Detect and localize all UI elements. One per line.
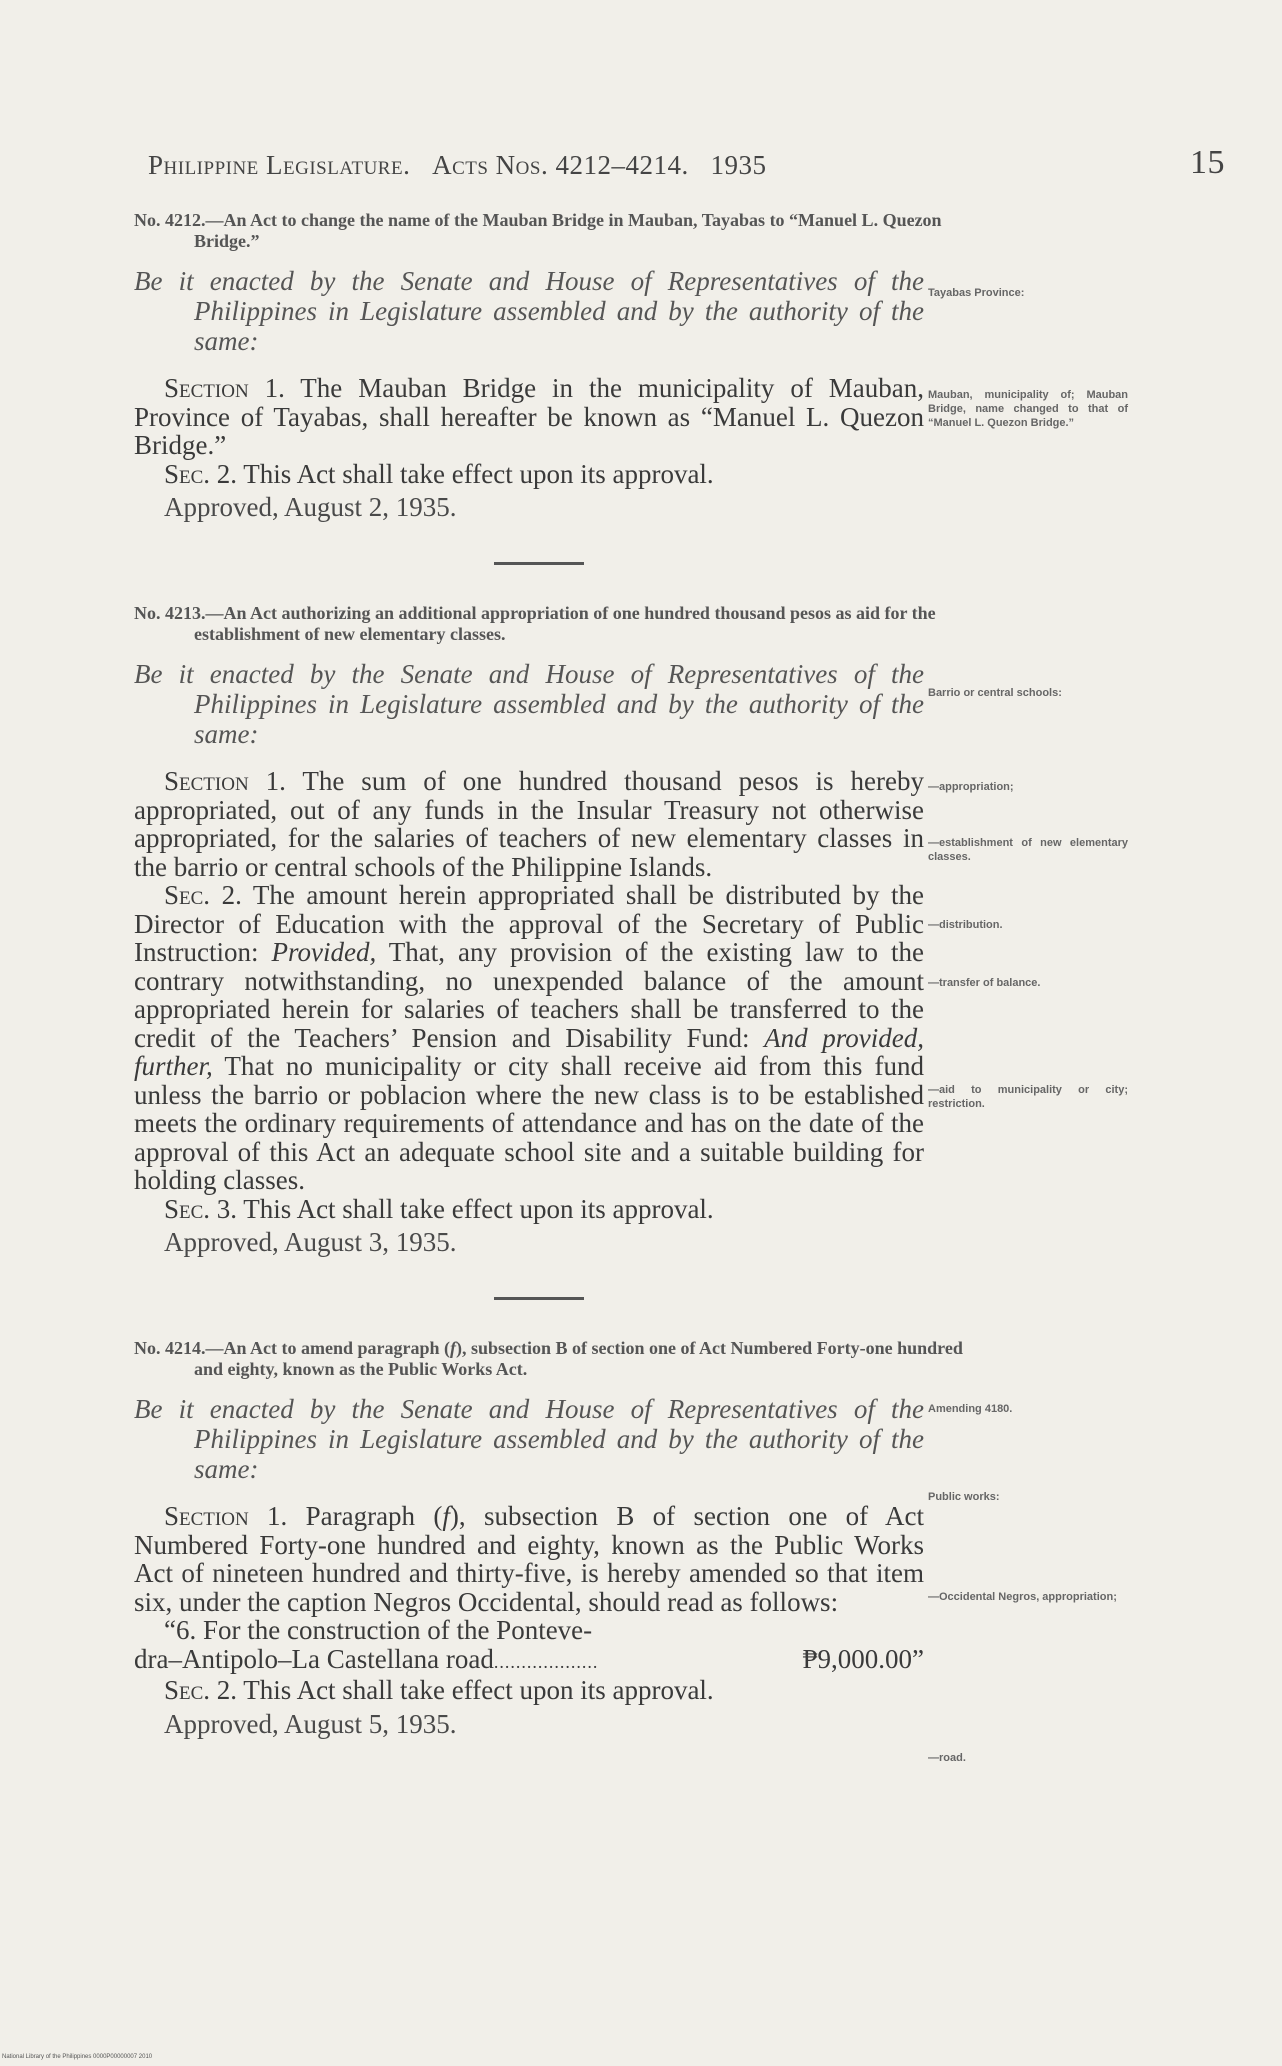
- section-text: That, any provision of the existing law to the contrary notwithstanding, no unexpended balance of the amount appropriated herein for salaries of teachers shall be transferred to the credit of the Teachers’ Pension and Disability Fund:: [134, 937, 924, 1053]
- margin-note-public-works: Public works:: [928, 1491, 1000, 1503]
- enacting-clause: Be it enacted by the Senate and House of Representatives of the Philippines in Legislature assembled and by the authority of the same:: [134, 1394, 924, 1484]
- margin-note-aid: —aid to municipality or city; restriction.: [928, 1084, 1128, 1110]
- section-label: Section 1.: [164, 373, 285, 403]
- margin-note-amending: Amending 4180.: [928, 1403, 1013, 1415]
- provided-term: Provided,: [271, 937, 377, 967]
- margin-note-barrio: Barrio or central schools:: [928, 687, 1062, 699]
- section-text: The Mauban Bridge in the municipality of Mauban, Province of Tayabas, shall hereafter be known as “Manuel L. Quezon Bridge.”: [134, 373, 924, 460]
- section-paragraph: [134, 1195, 924, 1224]
- and-provided-term: And provided, further,: [134, 1022, 925, 1081]
- section-text: ), subsection B of section one of Act Numbered Forty-one hundred and eighty, known as the Public Works Act of nineteen hundred and thirty-five, is hereby amended so that item six, under the caption Negros Occidental, should read as follows:: [134, 1501, 924, 1617]
- scan-footer: National Library of the Philippines 0000P00000007 2010: [2, 2054, 153, 2060]
- amended-item-line: [134, 1645, 924, 1677]
- item-road: dra–Antipolo–La Castellana road: [134, 1643, 494, 1674]
- section-label: Sec. 2.: [164, 880, 242, 910]
- item-amount: ₱9,000.00”: [802, 1643, 924, 1674]
- section-text: This Act shall take effect upon its approval.: [237, 1193, 714, 1224]
- section-label: Section 1.: [164, 766, 286, 796]
- main-text-column: [134, 210, 963, 1739]
- paragraph-f: f: [442, 1501, 450, 1531]
- act-title: No. 4213.—An Act authorizing an additional appropriation of one hundred thousand pesos as aid for the establishment of new elementary classes.: [134, 603, 936, 644]
- act-4213: [134, 603, 936, 1257]
- running-title-legislature: Philippine Legislature.: [148, 150, 411, 180]
- section-paragraph: [134, 881, 924, 1195]
- act-4214: [134, 1338, 963, 1739]
- running-header: [148, 144, 1228, 181]
- approval-date: Approved, August 3, 1935.: [164, 1227, 457, 1257]
- section-label: Sec. 3.: [164, 1193, 238, 1224]
- running-title-acts: Acts Nos. 4212–4214.: [432, 150, 689, 180]
- section-text: This Act shall take effect upon its approval.: [237, 458, 714, 489]
- title-f: f: [450, 1338, 457, 1358]
- section-divider: [494, 562, 584, 565]
- enacting-clause: Be it enacted by the Senate and House of Representatives of the Philippines in Legislature assembled and by the authority of the same:: [134, 266, 924, 356]
- margin-note-road: —road.: [928, 1752, 966, 1764]
- section-divider: [494, 1297, 584, 1300]
- section-text: Paragraph (: [287, 1501, 443, 1531]
- section-text: The amount herein appropriated shall be distributed by the Director of Education with the approval of the Secretary of Public Instruction:: [134, 880, 925, 967]
- approval-date: Approved, August 5, 1935.: [164, 1708, 457, 1739]
- amended-item-line: “6. For the construction of the Ponteve-: [164, 1615, 593, 1645]
- section-paragraph: [134, 767, 924, 881]
- running-title-year: 1935: [710, 150, 767, 180]
- margin-note-distribution: —distribution.: [928, 919, 1003, 931]
- section-paragraph: [134, 1676, 924, 1705]
- margin-note-transfer: —transfer of balance.: [928, 977, 1041, 989]
- title-part: ), subsection B of section one of Act Numbered Forty-one hundred and eighty, known as the Public Works Act.: [194, 1338, 963, 1379]
- act-title: No. 4212.—An Act to change the name of the Mauban Bridge in Mauban, Tayabas to “Manuel L. Quezon Bridge.”: [134, 210, 942, 251]
- section-paragraph: [134, 460, 924, 489]
- margin-note-appropriation: —appropriation;: [928, 781, 1014, 793]
- margin-note-establishment: —establishment of new elementary classes.: [928, 837, 1128, 863]
- item-leader-dots: ...................: [493, 1651, 599, 1672]
- section-label: Sec. 2.: [164, 1675, 238, 1705]
- margin-note-mauban: Mauban, municipality of; Mauban Bridge, name changed to that of “Manuel L. Quezon Bridge.”: [928, 389, 1128, 429]
- act-4212: [134, 210, 942, 522]
- act-title: [134, 1338, 974, 1380]
- enacting-clause: Be it enacted by the Senate and House of Representatives of the Philippines in Legislature assembled and by the authority of the same:: [134, 659, 924, 749]
- section-text: That no municipality or city shall receive aid from this fund unless the barrio or poblacion where the new class is to be established meets the ordinary requirements of attendance and has on the date of the approval of this Act an adequate school site and a suitable building for holding classes.: [134, 1051, 924, 1195]
- page-number: 15: [1190, 144, 1225, 181]
- margin-note-tayabas: Tayabas Province:: [928, 287, 1025, 299]
- section-paragraph: [134, 1502, 924, 1616]
- section-paragraph: [134, 374, 924, 460]
- margin-note-occidental: —Occidental Negros, appropriation;: [928, 1591, 1117, 1603]
- section-label: Sec. 2.: [164, 458, 238, 489]
- title-part: No. 4214.—An Act to amend paragraph (: [134, 1338, 451, 1358]
- section-text: This Act shall take effect upon its approval.: [237, 1675, 714, 1705]
- approval-date: Approved, August 2, 1935.: [164, 492, 457, 522]
- section-text: The sum of one hundred thousand pesos is hereby appropriated, out of any funds in the Insular Treasury not otherwise appropriated, for the salaries of teachers of new elementary classes in the barrio or central schools of the Philippine Islands.: [134, 766, 924, 882]
- section-label: Section 1.: [164, 1501, 288, 1531]
